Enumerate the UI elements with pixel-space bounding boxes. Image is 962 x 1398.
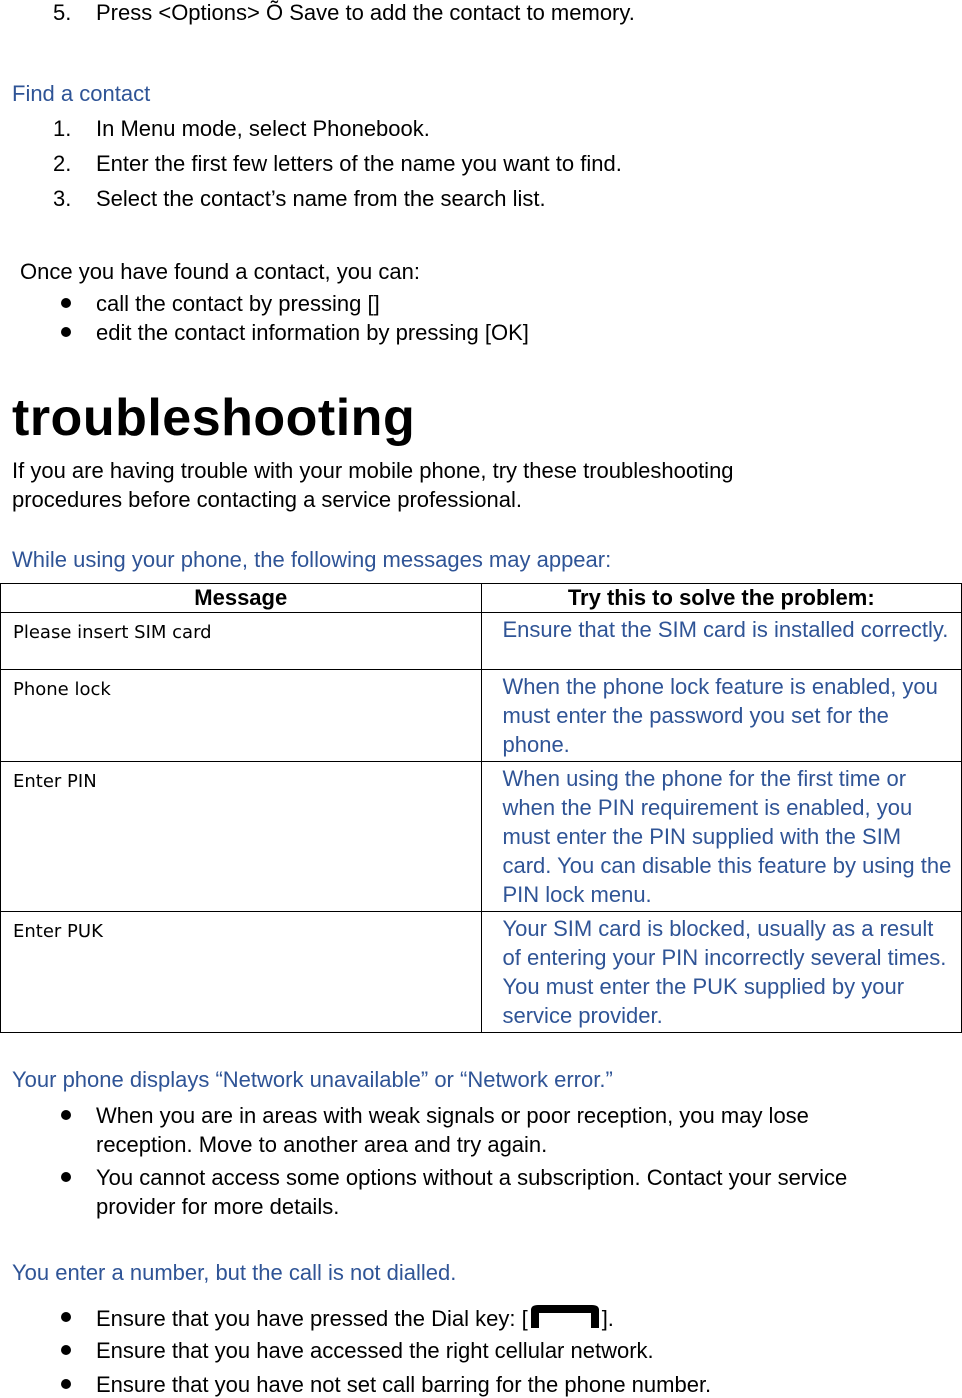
bullet-icon — [61, 1345, 71, 1355]
section-title-messages: While using your phone, the following messages may appear: — [12, 547, 612, 572]
dial-key-icon — [528, 1304, 602, 1330]
bullet-icon — [61, 1172, 71, 1182]
table-row — [1, 613, 962, 670]
section-title-network: Your phone displays “Network unavailable” or “Network error.” — [12, 1067, 613, 1092]
intro-line-1: If you are having trouble with your mobile phone, try these troubleshooting — [12, 458, 734, 483]
step-text: Press <Options> Õ Save to add the contact to memory. — [96, 0, 635, 25]
table-row — [1, 762, 962, 912]
bullet-text: Ensure that you have not set call barring for the phone number. — [96, 1372, 712, 1397]
contact-intro: Once you have found a contact, you can: — [20, 259, 420, 284]
table-cell-message: Enter PIN — [1, 762, 482, 912]
intro-line-2: procedures before contacting a service professional. — [12, 487, 522, 512]
section-title-find-contact: Find a contact — [12, 81, 151, 106]
page-heading: troubleshooting — [12, 389, 416, 447]
bullet-text: edit the contact information by pressing [OK] — [96, 320, 529, 345]
table-cell-solution: When using the phone for the first time or when the PIN requirement is enabled, you must enter the PIN supplied with the SIM card. You can disable this feature by using the PIN lock menu. — [481, 762, 962, 912]
dial-key-suffix: ]. — [601, 1306, 614, 1331]
step-number: 2. — [53, 151, 72, 176]
column-header-solution: Try this to solve the problem: — [481, 584, 962, 613]
column-header-message: Message — [1, 584, 482, 613]
bullet-icon — [61, 327, 71, 337]
table-cell-solution: Your SIM card is blocked, usually as a result of entering your PIN incorrectly several times. You must enter the PUK supplied by your service provider. — [481, 912, 962, 1033]
step-number: 1. — [53, 116, 72, 141]
bullet-icon — [61, 298, 71, 308]
dial-key-prefix: Ensure that you have pressed the Dial key: [ — [96, 1306, 528, 1331]
bullet-text-line: reception. Move to another area and try again. — [96, 1132, 548, 1157]
bullet-icon — [61, 1379, 71, 1389]
table-cell-solution: Ensure that the SIM card is installed correctly. — [481, 613, 962, 670]
step-number: 3. — [53, 186, 72, 211]
table-cell-message: Enter PUK — [1, 912, 482, 1033]
table-cell-message: Phone lock — [1, 670, 482, 762]
bullet-text: Ensure that you have accessed the right cellular network. — [96, 1338, 654, 1363]
bullet-text — [96, 1304, 614, 1332]
table-cell-solution: When the phone lock feature is enabled, you must enter the password you set for the phone. — [481, 670, 962, 762]
step-number: 5. — [53, 0, 72, 25]
table-cell-message: Please insert SIM card — [1, 613, 482, 670]
table-row — [1, 912, 962, 1033]
bullet-text: call the contact by pressing [] — [96, 291, 380, 316]
bullet-text-line: You cannot access some options without a subscription. Contact your service — [96, 1165, 848, 1190]
bullet-text-line: When you are in areas with weak signals or poor reception, you may lose — [96, 1103, 809, 1128]
step-text: In Menu mode, select Phonebook. — [96, 116, 430, 141]
messages-table — [0, 583, 962, 1033]
bullet-icon — [61, 1312, 71, 1322]
step-text: Enter the first few letters of the name you want to find. — [96, 151, 622, 176]
bullet-icon — [61, 1110, 71, 1120]
table-header-row — [1, 584, 962, 613]
table-row — [1, 670, 962, 762]
step-text: Select the contact’s name from the search list. — [96, 186, 546, 211]
section-title-not-dialled: You enter a number, but the call is not dialled. — [12, 1260, 457, 1285]
bullet-text-line: provider for more details. — [96, 1194, 340, 1219]
